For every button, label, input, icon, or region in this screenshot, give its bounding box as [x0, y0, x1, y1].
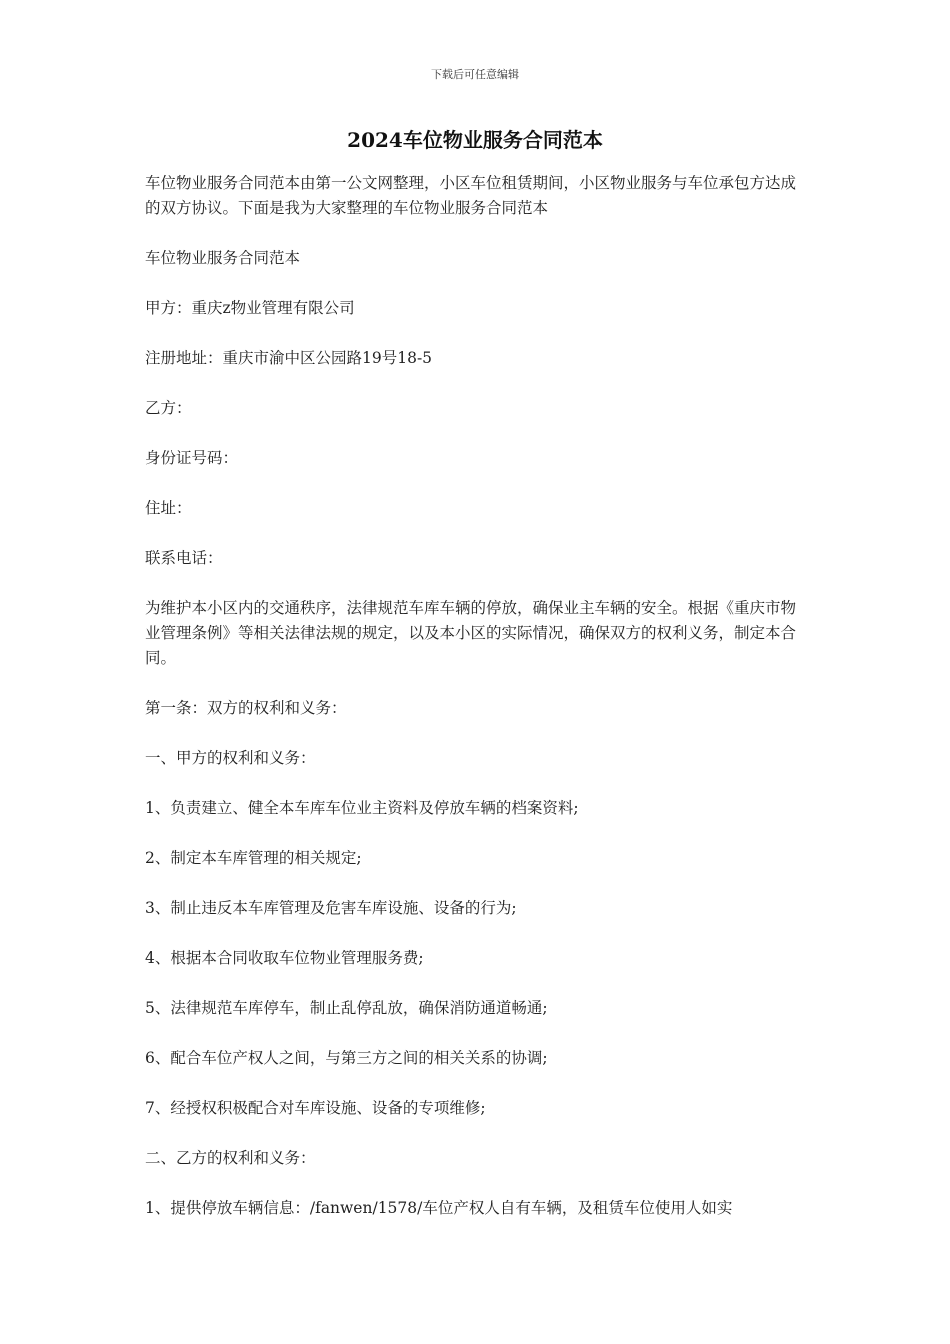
party-a-duty-2: 2、制定本车库管理的相关规定;: [145, 849, 362, 867]
id-number-paragraph: 身份证号码：: [145, 449, 239, 467]
party-a-duty-7: 7、经授权积极配合对车库设施、设备的专项维修;: [145, 1099, 486, 1117]
intro-paragraph: 车位物业服务合同范本由第一公文网整理，小区车位租赁期间，小区物业服务与车位承包方达成的双方协议。下面是我为大家整理的车位物业服务合同范本: [145, 174, 797, 217]
purpose-paragraph: 为维护本小区内的交通秩序，法律规范车库车辆的停放，确保业主车辆的安全。根据《重庆市物业管理条例》等相关法律法规的规定，以及本小区的实际情况，确保双方的权利义务，制定本合同。: [145, 599, 797, 667]
party-a-duty-1: 1、负责建立、健全本车库车位业主资料及停放车辆的档案资料;: [145, 799, 579, 817]
party-a-duties-heading: 一、甲方的权利和义务：: [145, 749, 316, 767]
header-note: 下载后可任意编辑: [431, 68, 519, 81]
registered-address-paragraph: 注册地址：重庆市渝中区公园路19号18-5: [145, 349, 433, 367]
party-a-duty-6: 6、配合车位产权人之间，与第三方之间的相关关系的协调;: [145, 1049, 548, 1067]
party-a-duty-3: 3、制止违反本车库管理及危害车库设施、设备的行为;: [145, 899, 517, 917]
party-b-paragraph: 乙方：: [145, 399, 192, 417]
document-title: 2024车位物业服务合同范本: [347, 128, 603, 152]
party-b-duty-1: 1、提供停放车辆信息：/fanwen/1578/车位产权人自有车辆，及租赁车位使用人如实: [145, 1199, 733, 1217]
subtitle-paragraph: 车位物业服务合同范本: [145, 249, 301, 267]
party-a-duty-4: 4、根据本合同收取车位物业管理服务费;: [145, 949, 424, 967]
address-paragraph: 住址：: [145, 499, 192, 517]
phone-paragraph: 联系电话：: [145, 549, 223, 567]
article-one-heading: 第一条：双方的权利和义务：: [145, 699, 347, 717]
document-body: [145, 171, 805, 1221]
party-a-paragraph: 甲方：重庆z物业管理有限公司: [145, 299, 355, 317]
party-b-duties-heading: 二、乙方的权利和义务：: [145, 1149, 316, 1167]
party-a-duty-5: 5、法律规范车库停车，制止乱停乱放，确保消防通道畅通;: [145, 999, 548, 1017]
